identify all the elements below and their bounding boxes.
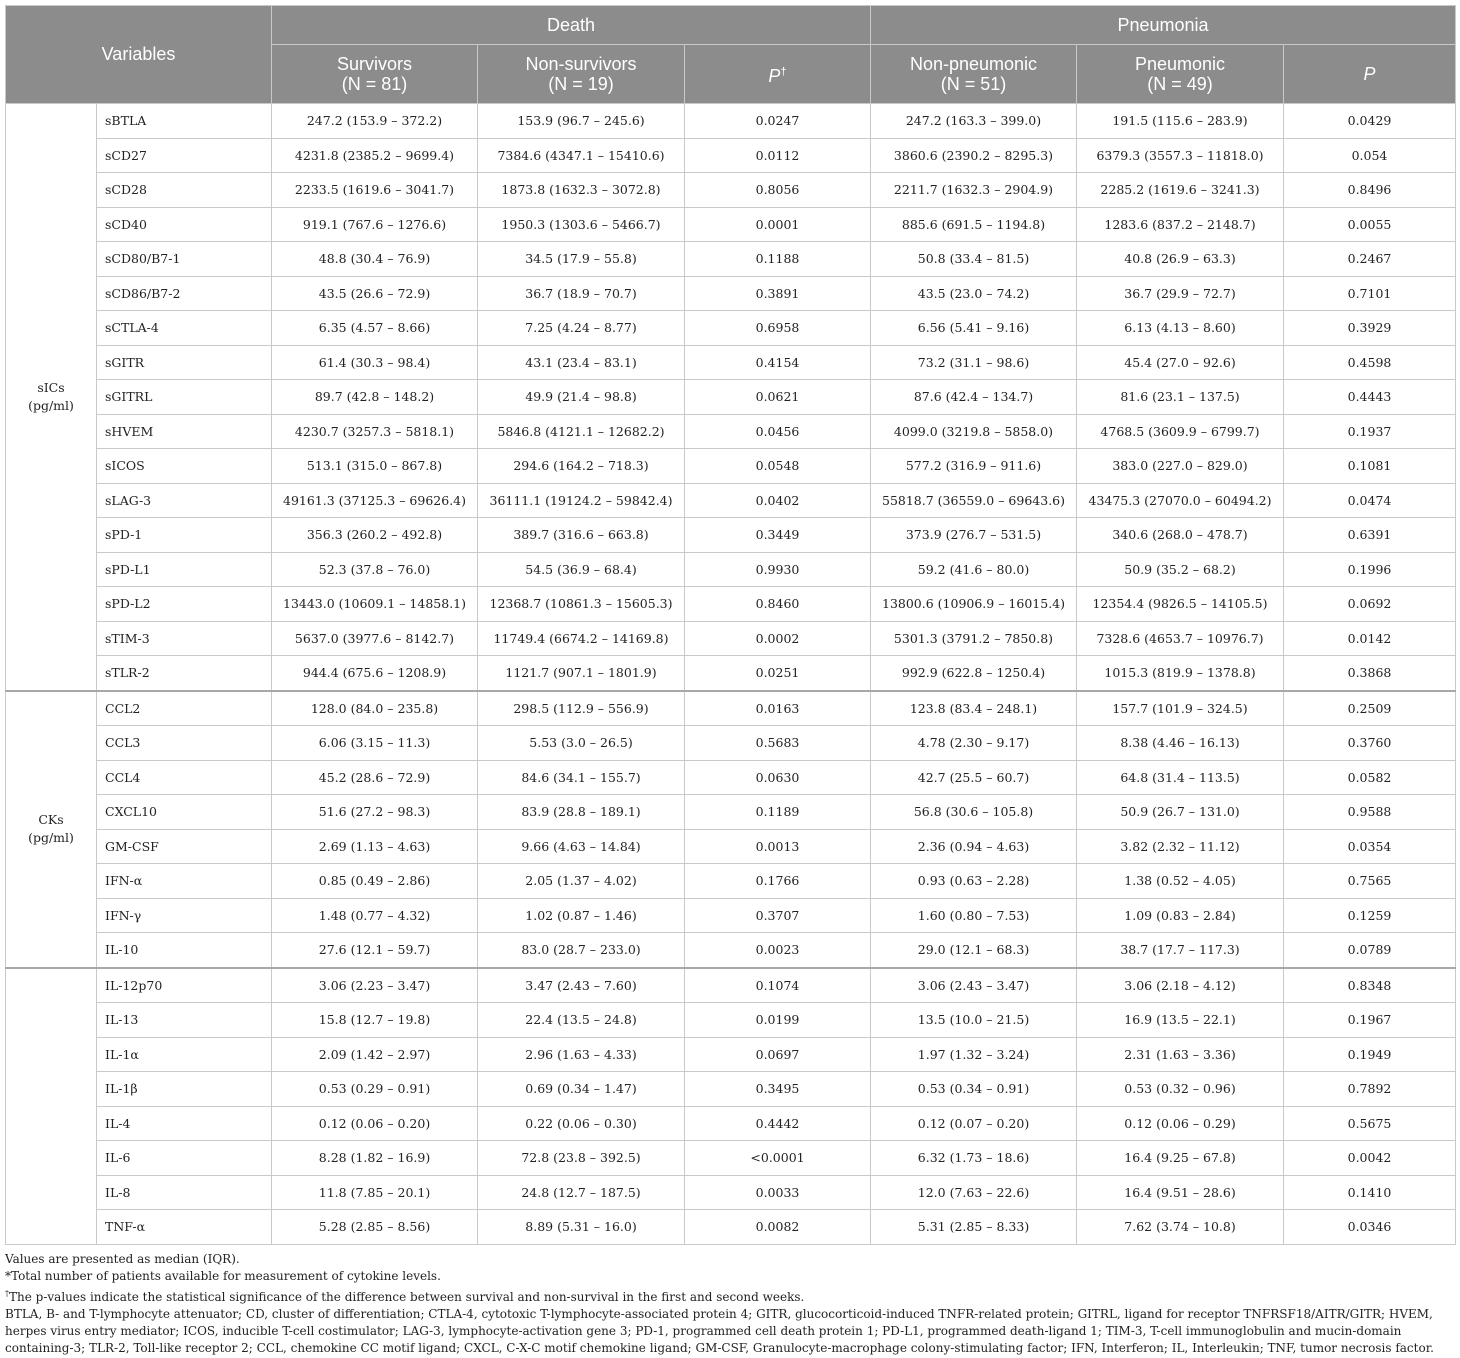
non-survivors-value: 2.96 (1.63 – 4.33)	[478, 1037, 685, 1072]
p-death-value: 0.0247	[685, 104, 871, 139]
p-death-value: 0.0402	[685, 483, 871, 518]
pneumonic-value: 157.7 (101.9 – 324.5)	[1077, 691, 1284, 726]
table-row	[6, 518, 1456, 553]
non-pneumonic-value: 2211.7 (1632.3 – 2904.9)	[871, 173, 1077, 208]
pneumonic-value: 2285.2 (1619.6 – 3241.3)	[1077, 173, 1284, 208]
non-survivors-value: 83.9 (28.8 – 189.1)	[478, 795, 685, 830]
survivors-value: 3.06 (2.23 – 3.47)	[272, 968, 478, 1003]
p-death-value: 0.0082	[685, 1210, 871, 1245]
variable-name: IL-1β	[97, 1072, 272, 1107]
survivors-value: 48.8 (30.4 – 76.9)	[272, 242, 478, 277]
survivors-value: 61.4 (30.3 – 98.4)	[272, 345, 478, 380]
pneumonic-value: 43475.3 (27070.0 – 60494.2)	[1077, 483, 1284, 518]
p-pneumonia-value: 0.7892	[1284, 1072, 1456, 1107]
survivors-value: 4230.7 (3257.3 – 5818.1)	[272, 414, 478, 449]
variable-name: sCTLA-4	[97, 311, 272, 346]
non-pneumonic-value: 0.93 (0.63 – 2.28)	[871, 864, 1077, 899]
survivors-value: 2233.5 (1619.6 – 3041.7)	[272, 173, 478, 208]
survivors-value: 8.28 (1.82 – 16.9)	[272, 1141, 478, 1176]
non-pneumonic-value: 3860.6 (2390.2 – 8295.3)	[871, 138, 1077, 173]
p-pneumonia-value: 0.0582	[1284, 760, 1456, 795]
table-body	[6, 104, 1456, 1245]
pneumonic-value: 36.7 (29.9 – 72.7)	[1077, 276, 1284, 311]
survivors-value: 4231.8 (2385.2 – 9699.4)	[272, 138, 478, 173]
pneumonic-value: 12354.4 (9826.5 – 14105.5)	[1077, 587, 1284, 622]
p-death-value: 0.5683	[685, 726, 871, 761]
variable-name: sGITRL	[97, 380, 272, 415]
pneumonic-value: 0.12 (0.06 – 0.29)	[1077, 1106, 1284, 1141]
p-pneumonia-value: 0.1410	[1284, 1175, 1456, 1210]
table-row	[6, 621, 1456, 656]
p-death-value: 0.1189	[685, 795, 871, 830]
non-survivors-value: 1.02 (0.87 – 1.46)	[478, 898, 685, 933]
non-pneumonic-value: 6.32 (1.73 – 18.6)	[871, 1141, 1077, 1176]
non-pneumonic-value: 50.8 (33.4 – 81.5)	[871, 242, 1077, 277]
pneumonic-value: 81.6 (23.1 – 137.5)	[1077, 380, 1284, 415]
footnote-p-values: †The p-values indicate the statistical significance of the difference between survival and non-survival in the first and second weeks.	[5, 1288, 805, 1304]
non-pneumonic-value: 4099.0 (3219.8 – 5858.0)	[871, 414, 1077, 449]
p-pneumonia-value: 0.1081	[1284, 449, 1456, 484]
variable-name: sBTLA	[97, 104, 272, 139]
pneumonic-value: 383.0 (227.0 – 829.0)	[1077, 449, 1284, 484]
non-pneumonic-value: 2.36 (0.94 – 4.63)	[871, 829, 1077, 864]
non-survivors-value: 0.22 (0.06 – 0.30)	[478, 1106, 685, 1141]
table-row	[6, 1141, 1456, 1176]
non-survivors-value: 8.89 (5.31 – 16.0)	[478, 1210, 685, 1245]
table-row	[6, 483, 1456, 518]
non-survivors-value: 12368.7 (10861.3 – 15605.3)	[478, 587, 685, 622]
non-pneumonic-value: 1.97 (1.32 – 3.24)	[871, 1037, 1077, 1072]
p-death-value: 0.3891	[685, 276, 871, 311]
p-pneumonia-value: 0.2509	[1284, 691, 1456, 726]
p-death-value: 0.4154	[685, 345, 871, 380]
p-pneumonia-value: 0.3929	[1284, 311, 1456, 346]
header-death: Death	[272, 6, 871, 45]
table-row	[6, 207, 1456, 242]
footnote-values: Values are presented as median (IQR).	[5, 1251, 240, 1266]
non-survivors-value: 43.1 (23.4 – 83.1)	[478, 345, 685, 380]
pneumonic-value: 50.9 (35.2 – 68.2)	[1077, 552, 1284, 587]
p-death-value: 0.0199	[685, 1003, 871, 1038]
non-pneumonic-value: 12.0 (7.63 – 22.6)	[871, 1175, 1077, 1210]
table-row	[6, 104, 1456, 139]
variable-name: CCL3	[97, 726, 272, 761]
non-survivors-value: 84.6 (34.1 – 155.7)	[478, 760, 685, 795]
variable-name: sGITR	[97, 345, 272, 380]
variable-name: IFN-γ	[97, 898, 272, 933]
p-pneumonia-value: 0.8348	[1284, 968, 1456, 1003]
variable-name: sICOS	[97, 449, 272, 484]
non-survivors-value: 72.8 (23.8 – 392.5)	[478, 1141, 685, 1176]
table-header	[6, 6, 1456, 104]
non-survivors-value: 7384.6 (4347.1 – 15410.6)	[478, 138, 685, 173]
survivors-value: 27.6 (12.1 – 59.7)	[272, 933, 478, 968]
pneumonic-value: 16.4 (9.25 – 67.8)	[1077, 1141, 1284, 1176]
p-pneumonia-value: 0.2467	[1284, 242, 1456, 277]
non-survivors-value: 36.7 (18.9 – 70.7)	[478, 276, 685, 311]
non-pneumonic-value: 5.31 (2.85 – 8.33)	[871, 1210, 1077, 1245]
non-pneumonic-value: 87.6 (42.4 – 134.7)	[871, 380, 1077, 415]
table-row	[6, 1003, 1456, 1038]
p-death-value: 0.0163	[685, 691, 871, 726]
non-survivors-value: 5.53 (3.0 – 26.5)	[478, 726, 685, 761]
non-survivors-value: 0.69 (0.34 – 1.47)	[478, 1072, 685, 1107]
pneumonic-value: 7328.6 (4653.7 – 10976.7)	[1077, 621, 1284, 656]
p-death-value: 0.4442	[685, 1106, 871, 1141]
survivors-value: 513.1 (315.0 – 867.8)	[272, 449, 478, 484]
non-survivors-value: 24.8 (12.7 – 187.5)	[478, 1175, 685, 1210]
p-pneumonia-value: 0.1996	[1284, 552, 1456, 587]
p-death-value: 0.0621	[685, 380, 871, 415]
p-pneumonia-value: 0.0055	[1284, 207, 1456, 242]
variable-name: IL-12p70	[97, 968, 272, 1003]
p-death-value: 0.0251	[685, 656, 871, 691]
p-death-value: 0.0001	[685, 207, 871, 242]
survivors-value: 15.8 (12.7 – 19.8)	[272, 1003, 478, 1038]
variable-name: IL-13	[97, 1003, 272, 1038]
p-death-value: 0.3495	[685, 1072, 871, 1107]
non-pneumonic-value: 13.5 (10.0 – 21.5)	[871, 1003, 1077, 1038]
header-pneumonia: Pneumonia	[871, 6, 1456, 45]
non-pneumonic-value: 123.8 (83.4 – 248.1)	[871, 691, 1077, 726]
group-label: CKs	[38, 812, 64, 827]
non-survivors-value: 389.7 (316.6 – 663.8)	[478, 518, 685, 553]
group-unit: (pg/ml)	[28, 397, 74, 413]
table-row	[6, 138, 1456, 173]
variable-name: sTIM-3	[97, 621, 272, 656]
p-death-value: 0.0023	[685, 933, 871, 968]
non-survivors-value: 36111.1 (19124.2 – 59842.4)	[478, 483, 685, 518]
table-row	[6, 968, 1456, 1003]
group-label-cell	[6, 691, 97, 968]
survivors-value: 128.0 (84.0 – 235.8)	[272, 691, 478, 726]
non-survivors-value: 83.0 (28.7 – 233.0)	[478, 933, 685, 968]
p-death-value: 0.0548	[685, 449, 871, 484]
pneumonic-value: 40.8 (26.9 – 63.3)	[1077, 242, 1284, 277]
table-row	[6, 656, 1456, 691]
pneumonic-value: 191.5 (115.6 – 283.9)	[1077, 104, 1284, 139]
survivors-value: 6.06 (3.15 – 11.3)	[272, 726, 478, 761]
p-pneumonia-value: 0.1967	[1284, 1003, 1456, 1038]
survivors-value: 51.6 (27.2 – 98.3)	[272, 795, 478, 830]
p-death-value: 0.0112	[685, 138, 871, 173]
header-non-survivors: Non-survivors (N = 19)	[478, 45, 685, 104]
non-pneumonic-value: 4.78 (2.30 – 9.17)	[871, 726, 1077, 761]
variable-name: CCL4	[97, 760, 272, 795]
non-survivors-value: 153.9 (96.7 – 245.6)	[478, 104, 685, 139]
p-pneumonia-value: 0.0789	[1284, 933, 1456, 968]
variable-name: IL-4	[97, 1106, 272, 1141]
table-row	[6, 1106, 1456, 1141]
pneumonic-value: 6379.3 (3557.3 – 11818.0)	[1077, 138, 1284, 173]
non-pneumonic-value: 3.06 (2.43 – 3.47)	[871, 968, 1077, 1003]
non-survivors-value: 294.6 (164.2 – 718.3)	[478, 449, 685, 484]
p-death-value: 0.9930	[685, 552, 871, 587]
header-variables: Variables	[6, 6, 272, 104]
table-row	[6, 864, 1456, 899]
p-death-value: 0.8460	[685, 587, 871, 622]
header-survivors: Survivors (N = 81)	[272, 45, 478, 104]
p-death-value: 0.0033	[685, 1175, 871, 1210]
non-survivors-value: 22.4 (13.5 – 24.8)	[478, 1003, 685, 1038]
pneumonic-value: 7.62 (3.74 – 10.8)	[1077, 1210, 1284, 1245]
variable-name: IL-6	[97, 1141, 272, 1176]
table-row	[6, 552, 1456, 587]
pneumonic-value: 1283.6 (837.2 – 2148.7)	[1077, 207, 1284, 242]
pneumonic-value: 6.13 (4.13 – 8.60)	[1077, 311, 1284, 346]
variable-name: sLAG-3	[97, 483, 272, 518]
non-survivors-value: 1121.7 (907.1 – 1801.9)	[478, 656, 685, 691]
p-pneumonia-value: 0.7565	[1284, 864, 1456, 899]
pneumonic-value: 50.9 (26.7 – 131.0)	[1077, 795, 1284, 830]
p-pneumonia-value: 0.0692	[1284, 587, 1456, 622]
table-row	[6, 449, 1456, 484]
non-survivors-value: 3.47 (2.43 – 7.60)	[478, 968, 685, 1003]
non-survivors-value: 54.5 (36.9 – 68.4)	[478, 552, 685, 587]
non-survivors-value: 7.25 (4.24 – 8.77)	[478, 311, 685, 346]
survivors-value: 2.09 (1.42 – 2.97)	[272, 1037, 478, 1072]
p-pneumonia-value: 0.0346	[1284, 1210, 1456, 1245]
p-pneumonia-value: 0.7101	[1284, 276, 1456, 311]
non-survivors-value: 1950.3 (1303.6 – 5466.7)	[478, 207, 685, 242]
p-pneumonia-value: 0.6391	[1284, 518, 1456, 553]
non-pneumonic-value: 577.2 (316.9 – 911.6)	[871, 449, 1077, 484]
non-pneumonic-value: 73.2 (31.1 – 98.6)	[871, 345, 1077, 380]
variable-name: sCD86/B7-2	[97, 276, 272, 311]
cytokine-table	[5, 5, 1456, 1245]
survivors-value: 0.53 (0.29 – 0.91)	[272, 1072, 478, 1107]
pneumonic-value: 3.06 (2.18 – 4.12)	[1077, 968, 1284, 1003]
survivors-value: 356.3 (260.2 – 492.8)	[272, 518, 478, 553]
variable-name: sCD28	[97, 173, 272, 208]
table-row	[6, 276, 1456, 311]
survivors-value: 944.4 (675.6 – 1208.9)	[272, 656, 478, 691]
table-row	[6, 311, 1456, 346]
survivors-value: 5637.0 (3977.6 – 8142.7)	[272, 621, 478, 656]
pneumonic-value: 1.38 (0.52 – 4.05)	[1077, 864, 1284, 899]
p-death-value: 0.3707	[685, 898, 871, 933]
non-pneumonic-value: 885.6 (691.5 – 1194.8)	[871, 207, 1077, 242]
pneumonic-value: 16.9 (13.5 – 22.1)	[1077, 1003, 1284, 1038]
p-pneumonia-value: 0.3868	[1284, 656, 1456, 691]
table-row	[6, 898, 1456, 933]
table-row	[6, 414, 1456, 449]
table-row	[6, 380, 1456, 415]
p-pneumonia-value: 0.1949	[1284, 1037, 1456, 1072]
p-death-value: 0.8056	[685, 173, 871, 208]
non-pneumonic-value: 0.12 (0.07 – 0.20)	[871, 1106, 1077, 1141]
group-unit: (pg/ml)	[28, 830, 74, 845]
p-pneumonia-value: 0.4443	[1284, 380, 1456, 415]
p-death-value: 0.0630	[685, 760, 871, 795]
table-footnotes	[5, 1251, 1455, 1357]
pneumonic-value: 340.6 (268.0 – 478.7)	[1077, 518, 1284, 553]
header-pneumonic: Pneumonic (N = 49)	[1077, 45, 1284, 104]
variable-name: IL-8	[97, 1175, 272, 1210]
p-death-value: <0.0001	[685, 1141, 871, 1176]
pneumonic-value: 64.8 (31.4 – 113.5)	[1077, 760, 1284, 795]
pneumonic-value: 8.38 (4.46 – 16.13)	[1077, 726, 1284, 761]
header-non-pneumonic: Non-pneumonic (N = 51)	[871, 45, 1077, 104]
survivors-value: 1.48 (0.77 – 4.32)	[272, 898, 478, 933]
survivors-value: 49161.3 (37125.3 – 69626.4)	[272, 483, 478, 518]
non-pneumonic-value: 247.2 (163.3 – 399.0)	[871, 104, 1077, 139]
table-row	[6, 795, 1456, 830]
pneumonic-value: 1.09 (0.83 – 2.84)	[1077, 898, 1284, 933]
survivors-value: 247.2 (153.9 – 372.2)	[272, 104, 478, 139]
p-death-value: 0.0456	[685, 414, 871, 449]
variable-name: sCD80/B7-1	[97, 242, 272, 277]
p-pneumonia-value: 0.4598	[1284, 345, 1456, 380]
non-pneumonic-value: 0.53 (0.34 – 0.91)	[871, 1072, 1077, 1107]
p-death-value: 0.0697	[685, 1037, 871, 1072]
table-row	[6, 829, 1456, 864]
table-figure	[5, 5, 1455, 1357]
variable-name: sPD-L2	[97, 587, 272, 622]
table-row	[6, 933, 1456, 968]
pneumonic-value: 4768.5 (3609.9 – 6799.7)	[1077, 414, 1284, 449]
non-survivors-value: 49.9 (21.4 – 98.8)	[478, 380, 685, 415]
survivors-value: 11.8 (7.85 – 20.1)	[272, 1175, 478, 1210]
non-pneumonic-value: 992.9 (622.8 – 1250.4)	[871, 656, 1077, 691]
non-survivors-value: 11749.4 (6674.2 – 14169.8)	[478, 621, 685, 656]
non-survivors-value: 1873.8 (1632.3 – 3072.8)	[478, 173, 685, 208]
table-row	[6, 1072, 1456, 1107]
table-row	[6, 173, 1456, 208]
variable-name: GM-CSF	[97, 829, 272, 864]
p-pneumonia-value: 0.3760	[1284, 726, 1456, 761]
header-p-death: P†	[685, 45, 871, 104]
p-death-value: 0.6958	[685, 311, 871, 346]
non-survivors-value: 5846.8 (4121.1 – 12682.2)	[478, 414, 685, 449]
group-label-cell	[6, 104, 97, 691]
p-pneumonia-value: 0.5675	[1284, 1106, 1456, 1141]
p-pneumonia-value: 0.0042	[1284, 1141, 1456, 1176]
variable-name: IL-1α	[97, 1037, 272, 1072]
p-pneumonia-value: 0.054	[1284, 138, 1456, 173]
group-label-cell	[6, 968, 97, 1245]
table-row	[6, 1210, 1456, 1245]
non-pneumonic-value: 43.5 (23.0 – 74.2)	[871, 276, 1077, 311]
pneumonic-value: 0.53 (0.32 – 0.96)	[1077, 1072, 1284, 1107]
footnote-total-patients: *Total number of patients available for measurement of cytokine levels.	[5, 1268, 441, 1283]
survivors-value: 43.5 (26.6 – 72.9)	[272, 276, 478, 311]
pneumonic-value: 38.7 (17.7 – 117.3)	[1077, 933, 1284, 968]
p-pneumonia-value: 0.0142	[1284, 621, 1456, 656]
variable-name: sCD27	[97, 138, 272, 173]
footnote-abbreviations: BTLA, B- and T-lymphocyte attenuator; CD, cluster of differentiation; CTLA-4, cytotoxic T-lymphocyte-associated protein 4; GITR, glucocorticoid-induced TNFR-related protein; GITRL, ligand for receptor TNFRSF18/AITR/GITR; HVEM, herpes virus entry mediator; ICOS, inducible T-cell costimulator; LAG-3, lymphocyte-activation gene 3; PD-1, programmed cell death protein 1; PD-L1, programmed death-ligand 1; TIM-3, T-cell immunoglobulin and mucin-domain containing-3; TLR-2, Toll-like receptor 2; CCL, chemokine CC motif ligand; CXCL, C-X-C motif chemokine ligand; GM-CSF, Granulocyte-macrophage colony-stimulating factor; IFN, Interferon; IL, Interleukin; TNF, tumor necrosis factor.	[5, 1306, 1434, 1355]
p-pneumonia-value: 0.0474	[1284, 483, 1456, 518]
variable-name: IL-10	[97, 933, 272, 968]
p-death-value: 0.1766	[685, 864, 871, 899]
variable-name: IFN-α	[97, 864, 272, 899]
survivors-value: 919.1 (767.6 – 1276.6)	[272, 207, 478, 242]
p-pneumonia-value: 0.1937	[1284, 414, 1456, 449]
p-pneumonia-value: 0.0354	[1284, 829, 1456, 864]
survivors-value: 5.28 (2.85 – 8.56)	[272, 1210, 478, 1245]
p-pneumonia-value: 0.8496	[1284, 173, 1456, 208]
non-pneumonic-value: 56.8 (30.6 – 105.8)	[871, 795, 1077, 830]
survivors-value: 89.7 (42.8 – 148.2)	[272, 380, 478, 415]
table-row	[6, 242, 1456, 277]
variable-name: sHVEM	[97, 414, 272, 449]
variable-name: sPD-1	[97, 518, 272, 553]
header-p-pneumonia: P	[1284, 45, 1456, 104]
p-death-value: 0.3449	[685, 518, 871, 553]
p-pneumonia-value: 0.1259	[1284, 898, 1456, 933]
variable-name: CCL2	[97, 691, 272, 726]
p-death-value: 0.1188	[685, 242, 871, 277]
non-pneumonic-value: 1.60 (0.80 – 7.53)	[871, 898, 1077, 933]
survivors-value: 0.12 (0.06 – 0.20)	[272, 1106, 478, 1141]
pneumonic-value: 45.4 (27.0 – 92.6)	[1077, 345, 1284, 380]
table-row	[6, 587, 1456, 622]
table-row	[6, 691, 1456, 726]
table-row	[6, 1175, 1456, 1210]
non-survivors-value: 34.5 (17.9 – 55.8)	[478, 242, 685, 277]
survivors-value: 0.85 (0.49 – 2.86)	[272, 864, 478, 899]
survivors-value: 6.35 (4.57 – 8.66)	[272, 311, 478, 346]
non-survivors-value: 2.05 (1.37 – 4.02)	[478, 864, 685, 899]
table-row	[6, 1037, 1456, 1072]
p-pneumonia-value: 0.9588	[1284, 795, 1456, 830]
table-row	[6, 760, 1456, 795]
variable-name: CXCL10	[97, 795, 272, 830]
non-pneumonic-value: 13800.6 (10906.9 – 16015.4)	[871, 587, 1077, 622]
survivors-value: 52.3 (37.8 – 76.0)	[272, 552, 478, 587]
table-row	[6, 726, 1456, 761]
non-survivors-value: 298.5 (112.9 – 556.9)	[478, 691, 685, 726]
survivors-value: 45.2 (28.6 – 72.9)	[272, 760, 478, 795]
survivors-value: 13443.0 (10609.1 – 14858.1)	[272, 587, 478, 622]
p-pneumonia-value: 0.0429	[1284, 104, 1456, 139]
non-pneumonic-value: 5301.3 (3791.2 – 7850.8)	[871, 621, 1077, 656]
pneumonic-value: 3.82 (2.32 – 11.12)	[1077, 829, 1284, 864]
survivors-value: 2.69 (1.13 – 4.63)	[272, 829, 478, 864]
non-pneumonic-value: 59.2 (41.6 – 80.0)	[871, 552, 1077, 587]
pneumonic-value: 16.4 (9.51 – 28.6)	[1077, 1175, 1284, 1210]
variable-name: TNF-α	[97, 1210, 272, 1245]
variable-name: sPD-L1	[97, 552, 272, 587]
p-death-value: 0.0013	[685, 829, 871, 864]
non-pneumonic-value: 373.9 (276.7 – 531.5)	[871, 518, 1077, 553]
table-row	[6, 345, 1456, 380]
non-pneumonic-value: 42.7 (25.5 – 60.7)	[871, 760, 1077, 795]
variable-name: sTLR-2	[97, 656, 272, 691]
p-death-value: 0.1074	[685, 968, 871, 1003]
non-pneumonic-value: 6.56 (5.41 – 9.16)	[871, 311, 1077, 346]
p-death-value: 0.0002	[685, 621, 871, 656]
pneumonic-value: 1015.3 (819.9 – 1378.8)	[1077, 656, 1284, 691]
pneumonic-value: 2.31 (1.63 – 3.36)	[1077, 1037, 1284, 1072]
non-pneumonic-value: 29.0 (12.1 – 68.3)	[871, 933, 1077, 968]
non-survivors-value: 9.66 (4.63 – 14.84)	[478, 829, 685, 864]
non-pneumonic-value: 55818.7 (36559.0 – 69643.6)	[871, 483, 1077, 518]
variable-name: sCD40	[97, 207, 272, 242]
group-label: sICs	[37, 379, 65, 395]
